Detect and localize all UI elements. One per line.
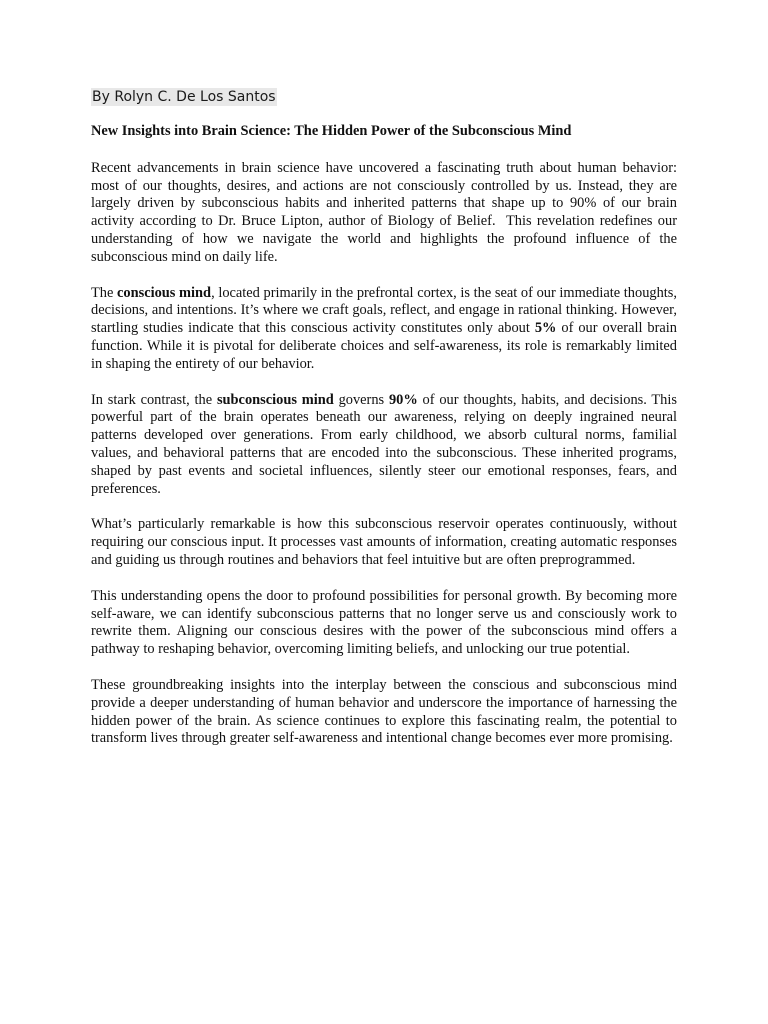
article-title: New Insights into Brain Science: The Hidden Power of the Subconscious Mind xyxy=(91,123,572,139)
paragraph-text: In stark contrast, the xyxy=(91,391,217,408)
paragraph-text: The xyxy=(91,284,118,301)
document-page xyxy=(91,88,677,766)
paragraph-intro: Recent advancements in brain science have uncovered a fascinating truth about human behavior: most of our thoughts, desires, and actions are not consciously controlled by us. Instead, they are largely driven by subconscious habits and inherited patterns that shape up to 90% of our brain activity according to Dr. Bruce Lipton, author of Biology of Belief. This revelation redefines our understanding of how we navigate the world and highlights the profound influence of the subconscious mind on daily life. xyxy=(91,159,677,265)
paragraph-text: of our overall brain function. While it is pivotal for deliberate choices and self-awareness, its role is remarkably limited in shaping the entirety of our behavior. xyxy=(91,320,677,372)
paragraph-conclusion: These groundbreaking insights into the interplay between the conscious and subconscious mind provide a deeper understanding of human behavior and underscore the importance of harnessing the hidden power of the brain. As science continues to explore this fascinating realm, the potential to transform lives through greater self-awareness and intentional change becomes ever more promising. xyxy=(91,676,677,747)
bold-stat-5-percent: 5% xyxy=(534,320,557,337)
bold-term-conscious-mind: conscious mind xyxy=(117,284,212,301)
author-byline: By Rolyn C. De Los Santos xyxy=(92,89,276,105)
bold-term-subconscious-mind: subconscious mind xyxy=(216,391,334,408)
paragraph-text: governs xyxy=(333,391,389,408)
paragraph-personal-growth: This understanding opens the door to profound possibilities for personal growth. By becoming more self-aware, we can identify subconscious patterns that no longer serve us and consciously work to rewrite them. Aligning our conscious desires with the power of the subconscious mind offers a pathway to reshaping behavior, overcoming limiting beliefs, and unlocking our true potential. xyxy=(91,587,677,658)
paragraph-subconscious-mind xyxy=(91,392,677,499)
paragraph-text: of our thoughts, habits, and decisions. This powerful part of the brain operates beneath our awareness, relying on deeply ingrained neural patterns developed over generations. From early childhood, we absorb cultural norms, familial values, and behavioral patterns that are encoded into the subconscious. These inherited programs, shaped by past events and societal influences, silently steer our emotional responses, fears, and preferences. xyxy=(91,391,677,497)
paragraph-text: , located primarily in the prefrontal cortex, is the seat of our immediate thoughts, decisions, and intentions. It’s where we craft goals, reflect, and engage in rational thinking. However, startling studies indicate that this conscious activity constitutes only about xyxy=(91,284,677,337)
paragraph-conscious-mind xyxy=(91,285,677,374)
bold-stat-90-percent: 90% xyxy=(388,391,418,408)
paragraph-reservoir: What’s particularly remarkable is how this subconscious reservoir operates continuously, without requiring our conscious input. It processes vast amounts of information, creating automatic responses and guiding us through routines and behaviors that feel intuitive but are often preprogrammed. xyxy=(91,516,677,568)
